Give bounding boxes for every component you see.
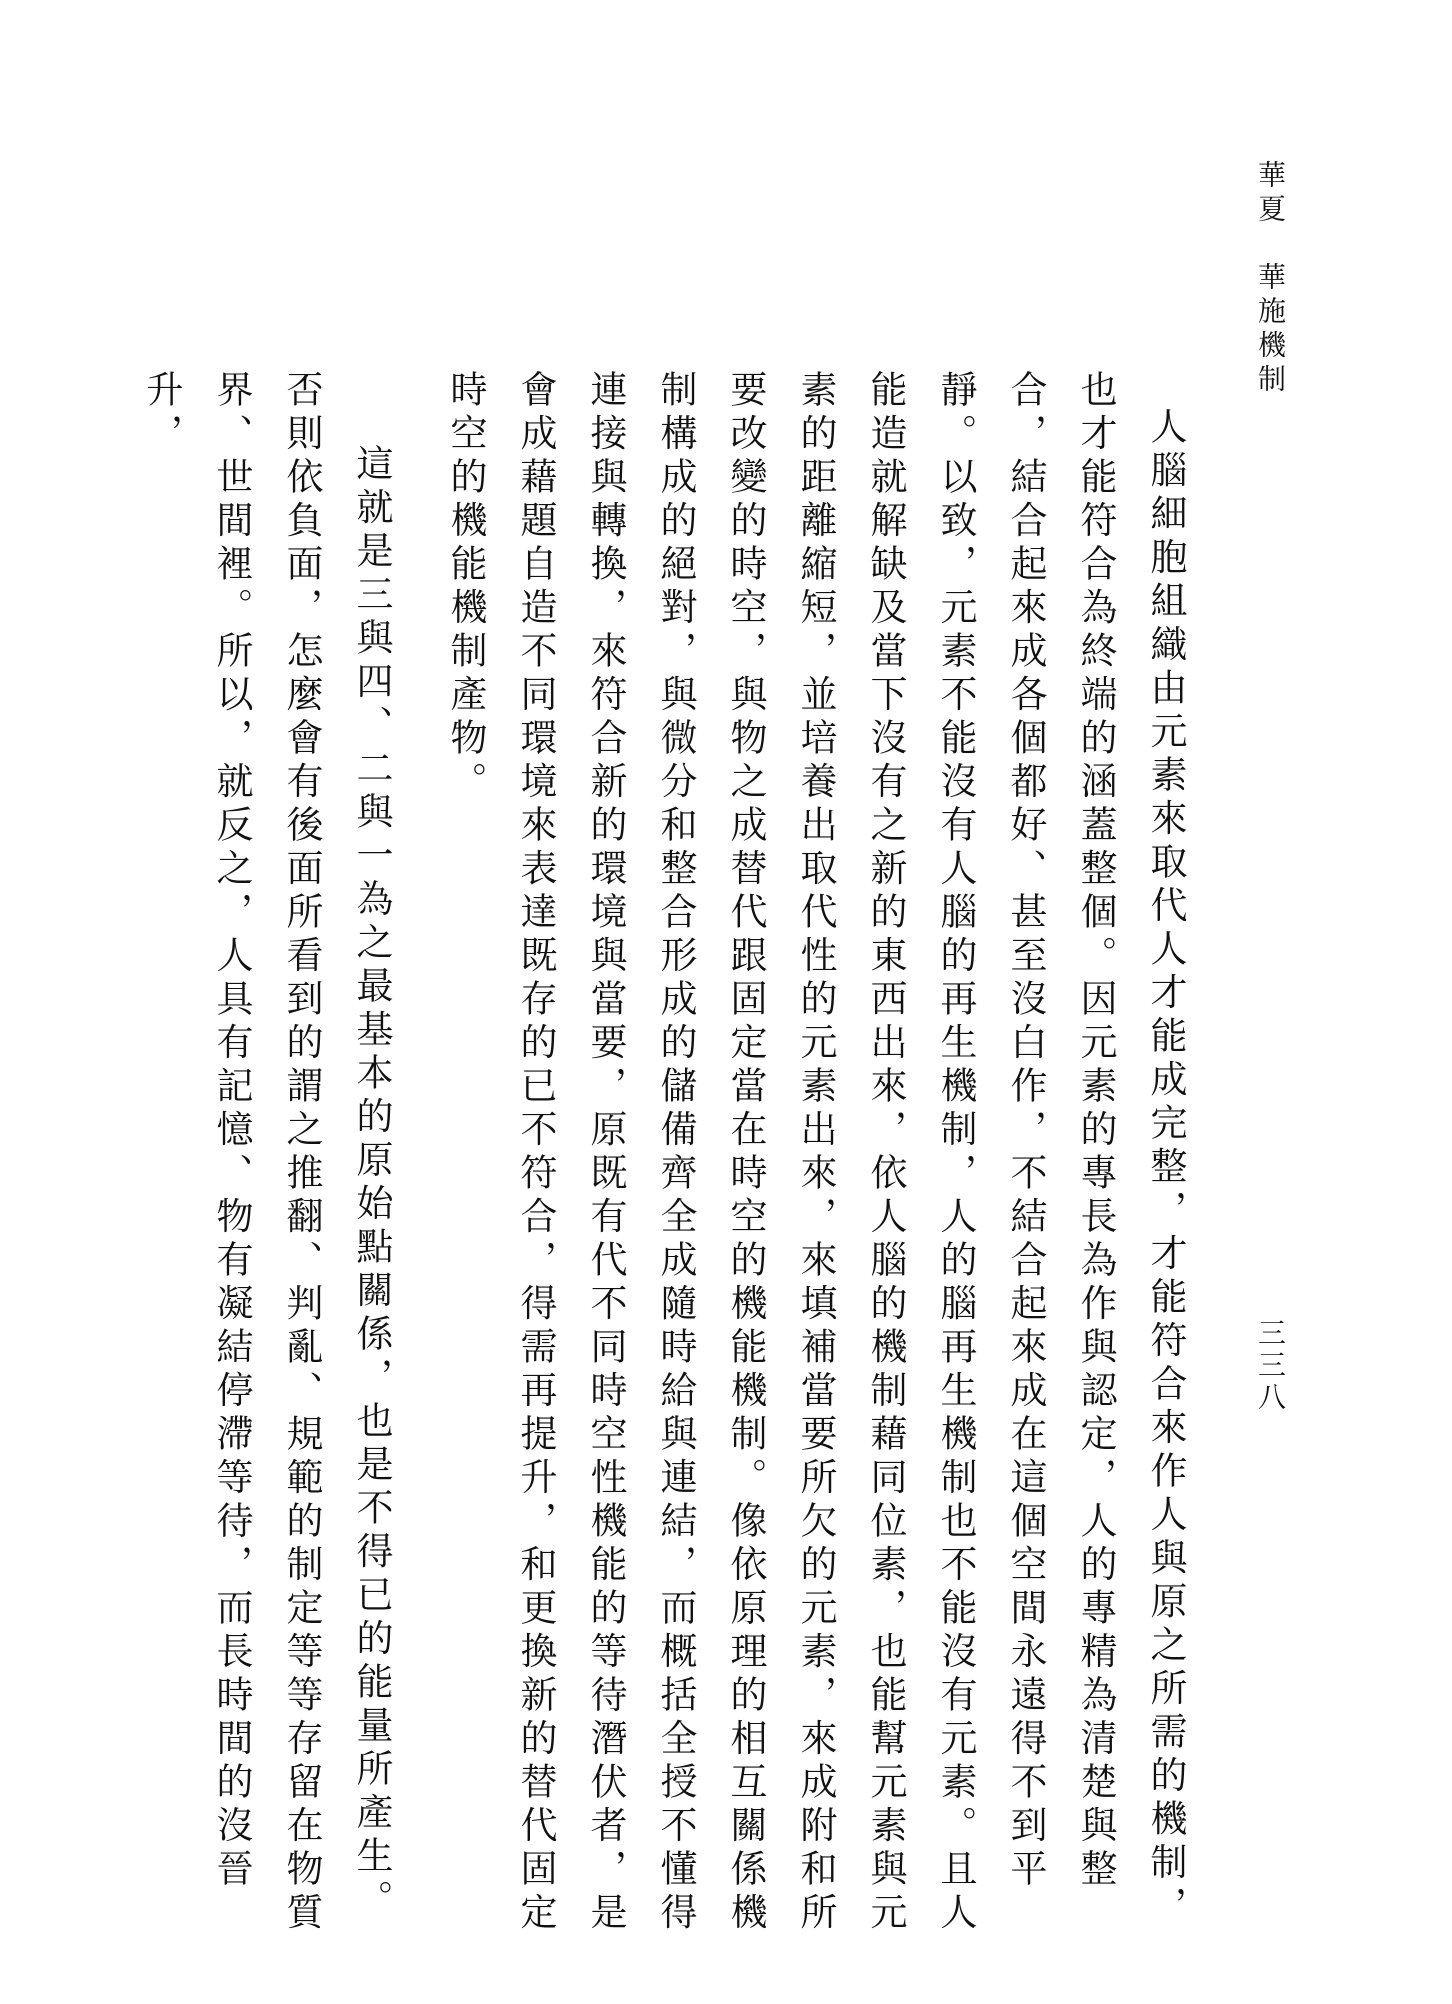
body-text — [140, 370, 1200, 1960]
page-number: 三三八 — [1254, 1318, 1287, 1414]
paragraph-2: 這就是三與四、二與一為之最基本的原始點關係，也是不得已的能量所產生。否則依負面，怎麼會有後面所看到的謂之推翻、判亂、規範的制定等等存留在物質界、世間裡。所以，就反之，人具有記憶、物有凝結停滯等待，而長時間的沒晉升， — [140, 370, 393, 1936]
paragraph-1: 人腦細胞組織由元素來取代人才能成完整，才能符合來作人與原之所需的機制，也才能符合為終端的涵蓋整個。因元素的專長為作與認定，人的專精為清楚與整合，結合起來成各個都好、甚至沒白作，不結合起來成在這個空間永遠得不到平靜。以致，元素不能沒有人腦的再生機制，人的腦再生機制也不能沒有元素。且人能造就解缺及當下沒有之新的東西出來，依人腦的機制藉同位素，也能幫元素與元素的距離縮短，並培養出取代性的元素出來，來填補當要所欠的元素，來成附和所要改變的時空，與物之成替代跟固定當在時空的機能機制。像依原理的相互關係機制構成的絕對，與微分和整合形成的儲備齊全成隨時給與連結，而概括全授不懂得連接與轉換，來符合新的環境與當要，原既有代不同時空性機能的等待潛伏者，是會成藉題自造不同環境來表達既存的已不符合，得需再提升，和更換新的替代固定時空的機能機制產物。 — [444, 370, 1187, 1936]
running-header: 華夏 華施機制 — [1254, 160, 1287, 398]
